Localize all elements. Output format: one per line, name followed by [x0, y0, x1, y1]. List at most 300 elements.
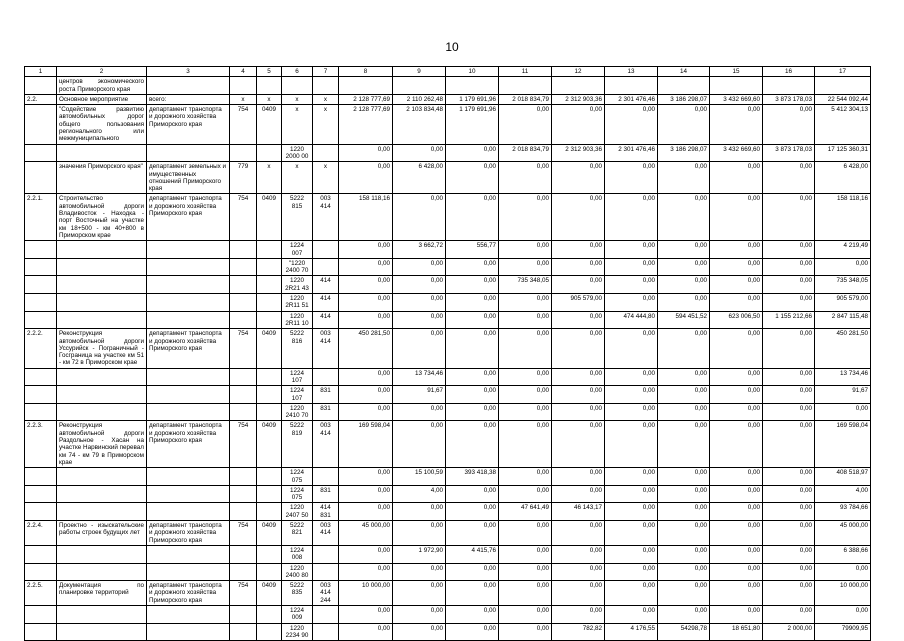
- header-cell: 4: [230, 67, 257, 77]
- csr-cell: 1224 007: [282, 241, 313, 259]
- year-1-cell: 0,00: [339, 294, 393, 312]
- csr-cell: x: [282, 162, 313, 194]
- total-cell: 22 544 092,44: [815, 94, 871, 104]
- year-7-cell: 0,00: [658, 386, 710, 404]
- year-7-cell: 0,00: [658, 421, 710, 468]
- vr-cell: 831: [313, 485, 339, 503]
- year-1-cell: 0,00: [339, 144, 393, 162]
- year-5-cell: 0,00: [552, 421, 605, 468]
- csr-cell: 1224 075: [282, 468, 313, 486]
- grbs-cell: [230, 503, 257, 521]
- grbs-cell: [230, 386, 257, 404]
- rzpr-cell: [257, 485, 282, 503]
- year-6-cell: 0,00: [605, 563, 658, 581]
- year-3-cell: 0,00: [446, 194, 499, 241]
- year-1-cell: 0,00: [339, 503, 393, 521]
- table-row: [25, 421, 871, 468]
- vr-cell: 003 414: [313, 194, 339, 241]
- item-number-cell: 2.2.4.: [25, 521, 57, 546]
- page-number: 10: [445, 40, 459, 54]
- year-2-cell: 0,00: [393, 623, 446, 641]
- year-8-cell: 3 432 669,60: [710, 94, 763, 104]
- table-row: [25, 94, 871, 104]
- table-row: [25, 368, 871, 386]
- year-3-cell: 0,00: [446, 563, 499, 581]
- year-5-cell: 782,82: [552, 623, 605, 641]
- year-6-cell: 474 444,80: [605, 311, 658, 329]
- item-name-cell: Проектно - изыскательские работы строек будущих лет: [57, 521, 147, 546]
- item-name-cell: Реконструкция автомобильной дороги Раздольное - Хасан на участке Нарвинский перевал км 74 - км 79 в Приморском крае: [57, 421, 147, 468]
- year-6-cell: 0,00: [605, 105, 658, 144]
- grbs-cell: [230, 545, 257, 563]
- item-name-cell: [57, 403, 147, 421]
- item-number-cell: [25, 368, 57, 386]
- year-6-cell: 0,00: [605, 294, 658, 312]
- table-row: [25, 623, 871, 641]
- year-9-cell: 1 155 212,66: [763, 311, 815, 329]
- total-cell: 5 412 304,13: [815, 105, 871, 144]
- year-4-cell: 0,00: [499, 545, 552, 563]
- header-cell: 17: [815, 67, 871, 77]
- table-row: [25, 386, 871, 404]
- vr-cell: x: [313, 162, 339, 194]
- year-4-cell: 0,00: [499, 294, 552, 312]
- year-9-cell: 0,00: [763, 485, 815, 503]
- year-3-cell: 0,00: [446, 386, 499, 404]
- rzpr-cell: [257, 623, 282, 641]
- year-8-cell: 0,00: [710, 521, 763, 546]
- header-cell: 2: [57, 67, 147, 77]
- year-7-cell: 0,00: [658, 606, 710, 624]
- year-1-cell: 2 128 777,69: [339, 105, 393, 144]
- year-8-cell: 0,00: [710, 421, 763, 468]
- year-4-cell: 0,00: [499, 329, 552, 368]
- rzpr-cell: 0409: [257, 421, 282, 468]
- year-4-cell: 0,00: [499, 563, 552, 581]
- year-8-cell: 0,00: [710, 503, 763, 521]
- year-8-cell: 0,00: [710, 329, 763, 368]
- item-name-cell: Реконструкция автомобильной дороги Уссурийск - Пограничный - Госграница на участке км 51 - км 72 в Приморском крае: [57, 329, 147, 368]
- year-4-cell: 0,00: [499, 368, 552, 386]
- csr-cell: 1224 008: [282, 545, 313, 563]
- grbs-cell: [230, 606, 257, 624]
- executor-cell: [147, 311, 230, 329]
- grbs-cell: [230, 258, 257, 276]
- year-5-cell: 2 312 903,36: [552, 94, 605, 104]
- year-9-cell: 0,00: [763, 294, 815, 312]
- year-3-cell: 0,00: [446, 294, 499, 312]
- year-5-cell: 0,00: [552, 403, 605, 421]
- csr-cell: 1220 2400 80: [282, 563, 313, 581]
- year-1-cell: 45 000,00: [339, 521, 393, 546]
- table-row: [25, 606, 871, 624]
- header-cell: 16: [763, 67, 815, 77]
- item-name-cell: [57, 144, 147, 162]
- vr-cell: x: [313, 94, 339, 104]
- table-row: [25, 521, 871, 546]
- total-cell: 905 579,00: [815, 294, 871, 312]
- header-row: [25, 67, 871, 77]
- table-row: [25, 144, 871, 162]
- item-name-cell: [57, 545, 147, 563]
- year-7-cell: 0,00: [658, 105, 710, 144]
- year-1-cell: 0,00: [339, 623, 393, 641]
- year-8-cell: 623 006,50: [710, 311, 763, 329]
- total-cell: 450 281,50: [815, 329, 871, 368]
- year-9-cell: 0,00: [763, 258, 815, 276]
- vr-cell: 003 414: [313, 329, 339, 368]
- year-4-cell: 0,00: [499, 468, 552, 486]
- year-2-cell: 1 972,90: [393, 545, 446, 563]
- year-1-cell: 0,00: [339, 368, 393, 386]
- executor-cell: [147, 545, 230, 563]
- year-8-cell: 0,00: [710, 194, 763, 241]
- year-1-cell: 0,00: [339, 468, 393, 486]
- executor-cell: [147, 294, 230, 312]
- year-8-cell: 0,00: [710, 468, 763, 486]
- year-2-cell: 0,00: [393, 294, 446, 312]
- csr-cell: 1224 075: [282, 485, 313, 503]
- year-3-cell: 0,00: [446, 403, 499, 421]
- rzpr-cell: [257, 276, 282, 294]
- year-7-cell: 0,00: [658, 329, 710, 368]
- vr-cell: [313, 563, 339, 581]
- grbs-cell: [230, 563, 257, 581]
- item-number-cell: 2.2.: [25, 94, 57, 104]
- year-4-cell: 0,00: [499, 386, 552, 404]
- year-4-cell: 0,00: [499, 311, 552, 329]
- year-4-cell: 0,00: [499, 421, 552, 468]
- executor-cell: [147, 503, 230, 521]
- item-number-cell: 2.2.3.: [25, 421, 57, 468]
- table-row: [25, 503, 871, 521]
- grbs-cell: [230, 468, 257, 486]
- year-6-cell: 0,00: [605, 368, 658, 386]
- rzpr-cell: [257, 545, 282, 563]
- item-name-cell: [57, 468, 147, 486]
- year-7-cell: 0,00: [658, 194, 710, 241]
- item-name-cell: [57, 311, 147, 329]
- year-2-cell: 6 428,00: [393, 162, 446, 194]
- year-9-cell: 0,00: [763, 241, 815, 259]
- year-3-cell: 0,00: [446, 503, 499, 521]
- header-cell: 1: [25, 67, 57, 77]
- year-2-cell: 0,00: [393, 521, 446, 546]
- year-4-cell: 2 018 834,79: [499, 94, 552, 104]
- rzpr-cell: [257, 258, 282, 276]
- year-6-cell: 0,00: [605, 241, 658, 259]
- table-row: [25, 276, 871, 294]
- total-cell: 10 000,00: [815, 581, 871, 606]
- header-cell: 15: [710, 67, 763, 77]
- item-number-cell: 2.2.1.: [25, 194, 57, 241]
- year-1-cell: [339, 77, 393, 95]
- rzpr-cell: [257, 606, 282, 624]
- year-5-cell: 0,00: [552, 311, 605, 329]
- year-6-cell: 0,00: [605, 194, 658, 241]
- year-2-cell: 0,00: [393, 421, 446, 468]
- year-8-cell: 0,00: [710, 581, 763, 606]
- grbs-cell: [230, 403, 257, 421]
- year-3-cell: 0,00: [446, 606, 499, 624]
- executor-cell: [147, 386, 230, 404]
- total-cell: 2 847 115,48: [815, 311, 871, 329]
- year-2-cell: 2 110 262,48: [393, 94, 446, 104]
- year-5-cell: 0,00: [552, 386, 605, 404]
- grbs-cell: [230, 294, 257, 312]
- grbs-cell: 754: [230, 329, 257, 368]
- year-2-cell: 0,00: [393, 194, 446, 241]
- year-6-cell: 0,00: [605, 258, 658, 276]
- item-number-cell: [25, 623, 57, 641]
- year-6-cell: 0,00: [605, 162, 658, 194]
- year-7-cell: 3 186 298,07: [658, 94, 710, 104]
- year-3-cell: 4 415,76: [446, 545, 499, 563]
- header-cell: 13: [605, 67, 658, 77]
- year-4-cell: 0,00: [499, 162, 552, 194]
- year-5-cell: 0,00: [552, 194, 605, 241]
- year-4-cell: 0,00: [499, 258, 552, 276]
- item-name-cell: [57, 563, 147, 581]
- rzpr-cell: [257, 311, 282, 329]
- table-row: [25, 581, 871, 606]
- year-1-cell: 0,00: [339, 311, 393, 329]
- total-cell: 0,00: [815, 258, 871, 276]
- year-1-cell: 450 281,50: [339, 329, 393, 368]
- year-3-cell: 0,00: [446, 258, 499, 276]
- year-8-cell: 0,00: [710, 241, 763, 259]
- vr-cell: [313, 144, 339, 162]
- vr-cell: x: [313, 105, 339, 144]
- year-4-cell: 2 018 834,79: [499, 144, 552, 162]
- year-9-cell: 3 873 178,03: [763, 94, 815, 104]
- year-9-cell: 0,00: [763, 503, 815, 521]
- year-2-cell: 0,00: [393, 144, 446, 162]
- total-cell: 4,00: [815, 485, 871, 503]
- year-6-cell: 0,00: [605, 386, 658, 404]
- item-name-cell: [57, 606, 147, 624]
- year-1-cell: 169 598,04: [339, 421, 393, 468]
- year-7-cell: 0,00: [658, 403, 710, 421]
- year-7-cell: [658, 77, 710, 95]
- table-row: [25, 468, 871, 486]
- year-7-cell: 0,00: [658, 368, 710, 386]
- executor-cell: [147, 77, 230, 95]
- year-3-cell: 393 418,38: [446, 468, 499, 486]
- csr-cell: 1224 107: [282, 386, 313, 404]
- item-number-cell: [25, 105, 57, 144]
- year-3-cell: 0,00: [446, 144, 499, 162]
- table-row: [25, 485, 871, 503]
- csr-cell: "1220 2400 70: [282, 258, 313, 276]
- header-cell: 6: [282, 67, 313, 77]
- total-cell: 91,67: [815, 386, 871, 404]
- total-cell: 93 784,66: [815, 503, 871, 521]
- year-3-cell: 0,00: [446, 311, 499, 329]
- grbs-cell: [230, 311, 257, 329]
- vr-cell: 831: [313, 386, 339, 404]
- total-cell: 735 348,05: [815, 276, 871, 294]
- executor-cell: [147, 563, 230, 581]
- csr-cell: x: [282, 94, 313, 104]
- total-cell: 408 518,97: [815, 468, 871, 486]
- year-9-cell: 0,00: [763, 563, 815, 581]
- item-number-cell: [25, 241, 57, 259]
- year-5-cell: 0,00: [552, 563, 605, 581]
- executor-cell: [147, 485, 230, 503]
- year-8-cell: 0,00: [710, 545, 763, 563]
- year-6-cell: 0,00: [605, 521, 658, 546]
- year-7-cell: 0,00: [658, 581, 710, 606]
- year-9-cell: 0,00: [763, 162, 815, 194]
- year-3-cell: 1 179 691,96: [446, 94, 499, 104]
- item-name-cell: [57, 258, 147, 276]
- year-4-cell: 0,00: [499, 606, 552, 624]
- vr-cell: 414: [313, 294, 339, 312]
- year-4-cell: 0,00: [499, 485, 552, 503]
- vr-cell: [313, 545, 339, 563]
- total-cell: 0,00: [815, 563, 871, 581]
- budget-table: [24, 66, 871, 641]
- item-number-cell: [25, 162, 57, 194]
- year-6-cell: 2 301 476,46: [605, 144, 658, 162]
- executor-cell: [147, 623, 230, 641]
- rzpr-cell: 0409: [257, 329, 282, 368]
- year-6-cell: 0,00: [605, 485, 658, 503]
- vr-cell: [313, 468, 339, 486]
- year-4-cell: 47 641,49: [499, 503, 552, 521]
- year-7-cell: 0,00: [658, 241, 710, 259]
- rzpr-cell: [257, 368, 282, 386]
- year-8-cell: 0,00: [710, 276, 763, 294]
- year-5-cell: 46 143,17: [552, 503, 605, 521]
- year-4-cell: 0,00: [499, 194, 552, 241]
- rzpr-cell: [257, 386, 282, 404]
- year-2-cell: 0,00: [393, 503, 446, 521]
- item-name-cell: [57, 386, 147, 404]
- table-body: [25, 77, 871, 641]
- executor-cell: департамент земельных и имущественных отношений Приморского края: [147, 162, 230, 194]
- year-8-cell: 0,00: [710, 403, 763, 421]
- item-number-cell: [25, 294, 57, 312]
- year-1-cell: 0,00: [339, 403, 393, 421]
- csr-cell: 1220 2000 00: [282, 144, 313, 162]
- table-row: [25, 162, 871, 194]
- executor-cell: [147, 144, 230, 162]
- year-6-cell: 0,00: [605, 329, 658, 368]
- year-6-cell: 0,00: [605, 545, 658, 563]
- year-7-cell: 0,00: [658, 521, 710, 546]
- year-8-cell: 0,00: [710, 162, 763, 194]
- year-5-cell: 0,00: [552, 162, 605, 194]
- total-cell: 169 598,04: [815, 421, 871, 468]
- year-4-cell: 0,00: [499, 241, 552, 259]
- executor-cell: департамент транспорта и дорожного хозяйства Приморского края: [147, 194, 230, 241]
- year-8-cell: 0,00: [710, 294, 763, 312]
- item-name-cell: центров экономического роста Приморского края: [57, 77, 147, 95]
- year-9-cell: 0,00: [763, 545, 815, 563]
- year-6-cell: 0,00: [605, 503, 658, 521]
- vr-cell: [313, 258, 339, 276]
- year-2-cell: 0,00: [393, 606, 446, 624]
- year-2-cell: 13 734,46: [393, 368, 446, 386]
- csr-cell: x: [282, 105, 313, 144]
- table-row: [25, 294, 871, 312]
- executor-cell: всего:: [147, 94, 230, 104]
- year-1-cell: 0,00: [339, 241, 393, 259]
- year-6-cell: 0,00: [605, 606, 658, 624]
- csr-cell: 5222 821: [282, 521, 313, 546]
- year-3-cell: 0,00: [446, 485, 499, 503]
- vr-cell: 414: [313, 311, 339, 329]
- vr-cell: [313, 241, 339, 259]
- year-3-cell: 0,00: [446, 581, 499, 606]
- table-row: [25, 194, 871, 241]
- year-8-cell: [710, 77, 763, 95]
- year-1-cell: 0,00: [339, 606, 393, 624]
- year-1-cell: 10 000,00: [339, 581, 393, 606]
- year-7-cell: 0,00: [658, 294, 710, 312]
- year-9-cell: 0,00: [763, 468, 815, 486]
- rzpr-cell: 0409: [257, 581, 282, 606]
- table-row: [25, 258, 871, 276]
- grbs-cell: [230, 241, 257, 259]
- vr-cell: 003 414: [313, 421, 339, 468]
- year-5-cell: 905 579,00: [552, 294, 605, 312]
- executor-cell: [147, 403, 230, 421]
- year-5-cell: 0,00: [552, 241, 605, 259]
- total-cell: 4 219,49: [815, 241, 871, 259]
- year-5-cell: 0,00: [552, 545, 605, 563]
- year-9-cell: 0,00: [763, 521, 815, 546]
- year-7-cell: 0,00: [658, 162, 710, 194]
- total-cell: [815, 77, 871, 95]
- header-cell: 7: [313, 67, 339, 77]
- year-2-cell: 0,00: [393, 403, 446, 421]
- total-cell: 13 734,46: [815, 368, 871, 386]
- year-6-cell: 0,00: [605, 276, 658, 294]
- item-name-cell: [57, 623, 147, 641]
- item-number-cell: [25, 485, 57, 503]
- item-number-cell: [25, 77, 57, 95]
- year-5-cell: 2 312 903,36: [552, 144, 605, 162]
- executor-cell: [147, 606, 230, 624]
- total-cell: 79909,95: [815, 623, 871, 641]
- table-row: [25, 545, 871, 563]
- year-8-cell: 0,00: [710, 105, 763, 144]
- item-number-cell: [25, 258, 57, 276]
- year-4-cell: 0,00: [499, 403, 552, 421]
- year-7-cell: 0,00: [658, 545, 710, 563]
- year-8-cell: 0,00: [710, 606, 763, 624]
- year-1-cell: 158 118,16: [339, 194, 393, 241]
- total-cell: 17 125 360,31: [815, 144, 871, 162]
- year-1-cell: 0,00: [339, 563, 393, 581]
- grbs-cell: [230, 623, 257, 641]
- total-cell: 158 118,16: [815, 194, 871, 241]
- year-1-cell: 0,00: [339, 485, 393, 503]
- year-5-cell: 0,00: [552, 581, 605, 606]
- year-7-cell: 0,00: [658, 468, 710, 486]
- year-9-cell: 0,00: [763, 581, 815, 606]
- table-row: [25, 241, 871, 259]
- executor-cell: [147, 241, 230, 259]
- year-2-cell: 3 662,72: [393, 241, 446, 259]
- year-3-cell: 0,00: [446, 368, 499, 386]
- year-9-cell: 0,00: [763, 105, 815, 144]
- year-7-cell: 3 186 298,07: [658, 144, 710, 162]
- year-3-cell: 0,00: [446, 421, 499, 468]
